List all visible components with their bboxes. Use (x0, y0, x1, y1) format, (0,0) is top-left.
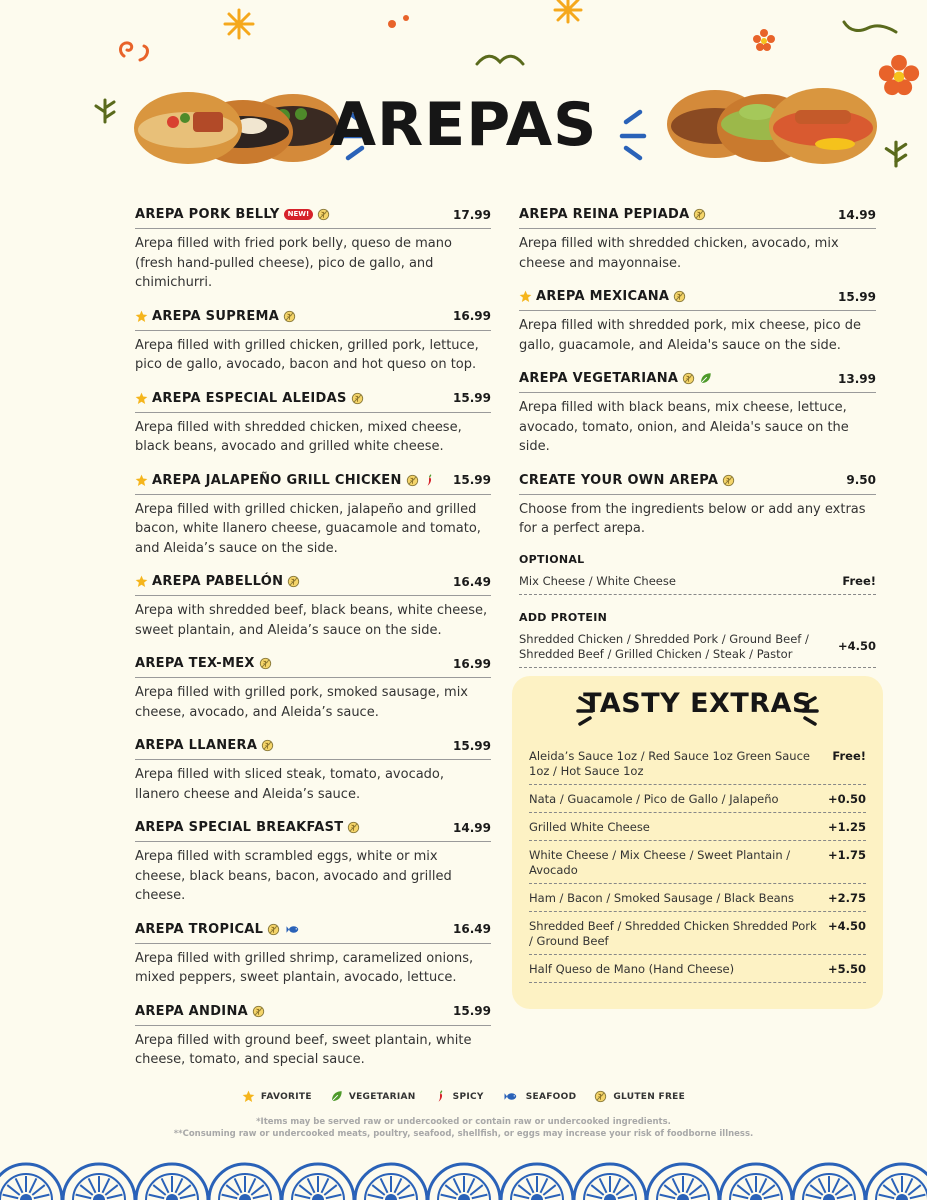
disclaimer-line: *Items may be served raw or undercooked or contain raw or undercooked ingredients. (256, 1117, 671, 1127)
leaf-ornament-icon (475, 50, 525, 70)
gluten-free-icon (267, 923, 280, 936)
extras-row (529, 817, 866, 841)
gluten-free-icon (259, 657, 272, 670)
menu-item (135, 471, 491, 559)
optional-heading: OPTIONAL (519, 552, 585, 566)
extras-price: +4.50 (827, 919, 866, 933)
option-price: Free! (842, 573, 876, 588)
extras-title: TASTY EXTRAS (583, 688, 812, 719)
menu-item-description: Arepa filled with grilled chicken, jalapeño and grilled bacon, white llanero cheese, guacamole and tomato, and Aleida’s sauce on the side. (135, 501, 481, 556)
menu-item-description: Arepa filled with shredded chicken, mixed cheese, black beans, avocado and grilled white cheese. (135, 419, 462, 454)
extras-label: White Cheese / Mix Cheese / Sweet Plantain / Avocado (529, 848, 791, 877)
menu-item (519, 205, 876, 273)
extras-price: Free! (832, 749, 866, 763)
legend-gluten-free (594, 1090, 685, 1103)
menu-item-header (135, 205, 491, 229)
extras-label: Grilled White Cheese (529, 820, 650, 834)
menu-item (519, 287, 876, 355)
legend-favorite (242, 1090, 312, 1103)
menu-item (135, 307, 491, 375)
swirl-ornament-icon (842, 18, 898, 38)
option-label: Shredded Chicken / Shredded Pork / Ground Beef / Shredded Beef / Grilled Chicken / Steak / Pastor (519, 631, 809, 661)
menu-item-name: AREPA MEXICANA (536, 289, 670, 304)
menu-item-header (519, 287, 876, 311)
menu-item-price: 15.99 (453, 738, 491, 753)
extras-price: +2.75 (827, 891, 866, 905)
menu-item (519, 369, 876, 457)
menu-item-price: 16.99 (453, 309, 491, 323)
gluten-free-icon (351, 392, 364, 405)
menu-column-right (519, 205, 876, 699)
menu-item-description: Arepa filled with grilled chicken, grilled pork, lettuce, pico de gallo, avocado, bacon and hot queso on top. (135, 337, 479, 372)
legend-label: GLUTEN FREE (613, 1091, 686, 1102)
new-badge: NEW! (284, 209, 314, 220)
menu-item (135, 205, 491, 293)
menu-item-name: AREPA SPECIAL BREAKFAST (135, 820, 344, 835)
menu-item-price: 15.99 (838, 289, 876, 304)
legend-label: FAVORITE (260, 1091, 312, 1102)
menu-column-left (135, 205, 491, 1084)
star-icon (135, 392, 148, 405)
menu-item-price: 9.50 (846, 473, 876, 487)
page-title: AREPAS (329, 90, 598, 160)
option-row (519, 570, 876, 595)
star-icon (242, 1090, 255, 1103)
extras-label: Aleida’s Sauce 1oz / Red Sauce 1oz Green Sauce 1oz / Hot Sauce 1oz (529, 749, 810, 778)
fish-icon (284, 923, 302, 936)
gluten-free-icon (287, 575, 300, 588)
menu-item (135, 654, 491, 722)
extras-price: +5.50 (827, 962, 866, 976)
menu-item-name: AREPA ANDINA (135, 1003, 248, 1019)
swirl-ornament-icon (116, 38, 152, 64)
menu-item-price: 16.49 (453, 574, 491, 589)
gluten-free-icon (594, 1090, 607, 1103)
flower-ornament-icon (752, 28, 776, 52)
gluten-free-icon (682, 372, 695, 385)
menu-item-description: Arepa filled with fried pork belly, queso de mano (fresh hand-pulled cheese), pico de gallo, and chimichurri. (135, 236, 452, 290)
menu-item-name: AREPA TEX-MEX (135, 656, 255, 671)
menu-item-name-wrap (135, 309, 296, 324)
menu-item (135, 920, 491, 988)
menu-item-name: AREPA LLANERA (135, 738, 258, 753)
tasty-extras-box (512, 676, 883, 1009)
menu-item-header (135, 818, 491, 842)
menu-item-name: AREPA ESPECIAL ALEIDAS (152, 390, 347, 406)
legend-spicy (434, 1090, 484, 1103)
menu-item-header (519, 471, 876, 495)
option-label: Mix Cheese / White Cheese (519, 573, 676, 588)
menu-item-header (519, 205, 876, 229)
menu-item-name-wrap (135, 207, 330, 222)
gluten-free-icon (406, 474, 419, 487)
sun-ornament-icon (553, 0, 583, 24)
extras-label: Shredded Beef / Shredded Chicken Shredded Pork / Ground Beef (529, 919, 817, 948)
menu-item (135, 736, 491, 804)
menu-item-price: 15.99 (453, 1004, 491, 1018)
menu-item-name: AREPA JALAPEÑO GRILL CHICKEN (152, 472, 402, 488)
menu-item-name-wrap (135, 574, 300, 589)
menu-item-name: AREPA VEGETARIANA (519, 371, 679, 386)
extras-price: +1.75 (827, 848, 866, 862)
menu-item-price: 13.99 (838, 371, 876, 386)
gluten-free-icon (347, 821, 360, 834)
menu-item-price: 14.99 (838, 207, 876, 222)
extras-row (529, 789, 866, 813)
star-icon (135, 474, 148, 487)
menu-item-price: 15.99 (453, 473, 491, 487)
gluten-free-icon (252, 1005, 265, 1018)
extras-row (529, 746, 866, 785)
fish-icon (502, 1090, 520, 1103)
gluten-free-icon (693, 208, 706, 221)
legend-label: SEAFOOD (525, 1091, 577, 1102)
menu-item-price: 15.99 (453, 391, 491, 405)
optional-section (519, 553, 876, 595)
menu-item-name: AREPA REINA PEPIADA (519, 207, 690, 222)
disclaimer (0, 1116, 927, 1140)
menu-item-header (135, 736, 491, 760)
chili-pepper-icon (423, 474, 436, 487)
star-icon (135, 575, 148, 588)
menu-item-description: Arepa filled with grilled pork, smoked sausage, mix cheese, avocado, and Aleida’s sauce. (135, 685, 469, 720)
menu-item-header (135, 572, 491, 596)
menu-item-name-wrap (519, 289, 686, 304)
menu-item-name-wrap (135, 922, 302, 937)
menu-item-price: 14.99 (453, 820, 491, 835)
legend-label: VEGETARIAN (348, 1091, 416, 1102)
header (0, 0, 927, 190)
menu-item-description: Arepa filled with sliced steak, tomato, avocado, llanero cheese and Aleida’s sauce. (135, 767, 445, 802)
menu-item-description: Arepa filled with ground beef, sweet plantain, white cheese, tomato, and special sauce. (135, 1032, 472, 1067)
menu-item-price: 17.99 (453, 207, 491, 222)
menu-item-name: AREPA PABELLÓN (152, 574, 284, 589)
chili-pepper-icon (434, 1090, 447, 1103)
extras-price: +0.50 (827, 792, 866, 806)
extras-row (529, 888, 866, 912)
extras-row (529, 959, 866, 983)
menu-item-name-wrap (135, 656, 272, 671)
menu-item-header (135, 654, 491, 678)
extras-row (529, 916, 866, 955)
menu-item-price: 16.49 (453, 922, 491, 936)
menu-item-header (135, 471, 491, 495)
dots-ornament-icon (386, 10, 416, 34)
menu-item-name: AREPA PORK BELLY (135, 207, 280, 222)
menu-item (135, 572, 491, 640)
menu-item-header (135, 307, 491, 331)
tile-border-decoration (0, 1160, 927, 1200)
gluten-free-icon (722, 474, 735, 487)
menu-item-description: Arepa filled with scrambled eggs, white or mix cheese, black beans, bacon, avocado and grilled cheese. (135, 849, 452, 903)
star-icon (135, 310, 148, 323)
leaf-icon (699, 372, 712, 385)
menu-item (135, 818, 491, 906)
gluten-free-icon (317, 208, 330, 221)
menu-item-header (135, 1002, 491, 1026)
menu-item-name-wrap (135, 1004, 265, 1019)
menu-item-header (519, 369, 876, 393)
option-row (519, 628, 876, 668)
menu-item (519, 471, 876, 539)
menu-item-name-wrap (519, 371, 712, 386)
menu-item-name-wrap (519, 473, 735, 488)
menu-item-name: CREATE YOUR OWN AREPA (519, 472, 719, 488)
menu-item-name: AREPA TROPICAL (135, 921, 264, 937)
menu-item (135, 389, 491, 457)
menu-item-name-wrap (135, 391, 364, 406)
disclaimer-line: **Consuming raw or undercooked meats, poultry, seafood, shellfish, or eggs may increase your risk of foodborne illness. (173, 1129, 754, 1139)
menu-item-header (135, 389, 491, 413)
legend (0, 1090, 927, 1103)
menu-item-description: Choose from the ingredients below or add any extras for a perfect arepa. (519, 501, 866, 536)
extras-list (529, 746, 866, 987)
sun-ornament-icon (223, 8, 255, 40)
menu-item-price: 16.99 (453, 656, 491, 671)
legend-vegetarian (330, 1090, 416, 1103)
protein-heading: ADD PROTEIN (519, 610, 608, 624)
menu-item-description: Arepa with shredded beef, black beans, white cheese, sweet plantain, and Aleida’s sauce on the side. (135, 603, 488, 638)
extras-label: Nata / Guacamole / Pico de Gallo / Jalapeño (529, 792, 779, 806)
gluten-free-icon (261, 739, 274, 752)
menu-item-description: Arepa filled with shredded chicken, avocado, mix cheese and mayonnaise. (519, 236, 839, 271)
menu-item-description: Arepa filled with black beans, mix cheese, lettuce, avocado, tomato, onion, and Aleida's sauce on the side. (519, 400, 849, 454)
menu-item-name-wrap (519, 207, 706, 222)
menu-item-header (135, 920, 491, 944)
gluten-free-icon (283, 310, 296, 323)
menu-item (135, 1002, 491, 1070)
option-price: +4.50 (837, 638, 876, 653)
menu-item-name-wrap (135, 820, 360, 835)
legend-label: SPICY (452, 1091, 484, 1102)
star-icon (519, 290, 532, 303)
menu-item-name-wrap (135, 473, 436, 488)
extras-price: +1.25 (827, 820, 866, 834)
menu-item-description: Arepa filled with grilled shrimp, caramelized onions, mixed peppers, sweet plantain, avocado, lettuce. (135, 950, 474, 985)
menu-item-name: AREPA SUPREMA (152, 308, 280, 324)
gluten-free-icon (673, 290, 686, 303)
extras-label: Half Queso de Mano (Hand Cheese) (529, 962, 735, 976)
menu-item-name-wrap (135, 738, 274, 753)
leaf-icon (330, 1090, 343, 1103)
menu-item-description: Arepa filled with shredded pork, mix cheese, pico de gallo, guacamole, and Aleida's sauce on the side. (519, 318, 861, 353)
extras-row (529, 845, 866, 884)
legend-seafood (502, 1090, 577, 1103)
extras-label: Ham / Bacon / Smoked Sausage / Black Beans (529, 891, 794, 905)
